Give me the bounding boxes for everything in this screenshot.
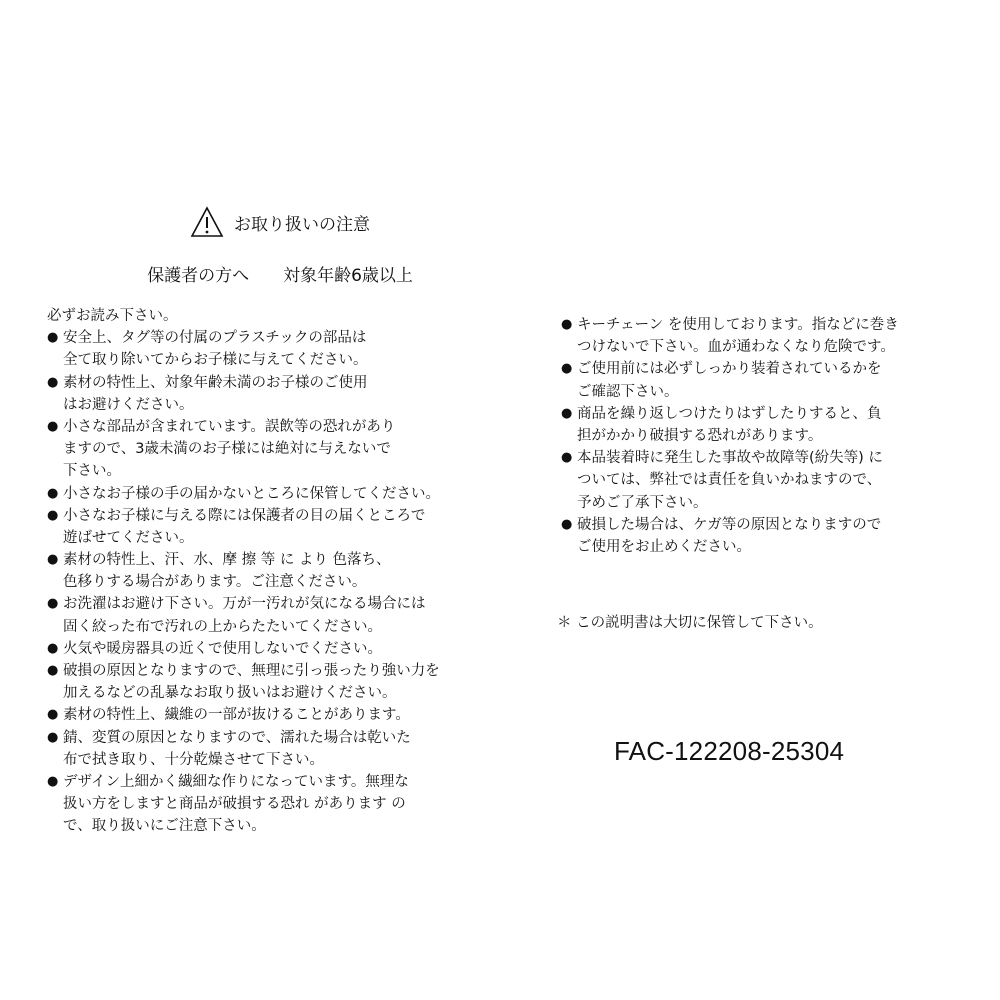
caution-line: 担がかかり破損する恐れがあります。 — [577, 427, 823, 444]
caution-item — [561, 514, 961, 558]
caution-item-text — [63, 416, 395, 483]
bullet-icon: ● — [47, 374, 59, 390]
bullet-icon: ● — [47, 773, 59, 789]
caution-item — [47, 771, 517, 838]
caution-line: 予めご了承下さい。 — [577, 494, 708, 511]
caution-item — [47, 727, 517, 771]
caution-item — [47, 327, 517, 371]
caution-item — [47, 638, 517, 660]
bullet-icon: ● — [47, 418, 59, 434]
caution-item — [47, 505, 517, 549]
caution-line: 小さなお子様に与える際には保護者の目の届くところで — [63, 507, 426, 524]
caution-item-text — [63, 727, 411, 771]
caution-item — [561, 447, 961, 514]
caution-item-text — [63, 704, 410, 726]
caution-line: 素材の特性上、汗、水、摩 擦 等 に より 色落ち、 — [63, 552, 391, 569]
caution-line: 固く絞った布で汚れの上からたたいてください。 — [63, 618, 382, 635]
caution-item-text — [577, 403, 882, 447]
bullet-icon: ● — [47, 729, 59, 745]
caution-line: 扱い方をしますと商品が破損する恐れ があります の — [63, 796, 406, 813]
warning-triangle-icon — [190, 206, 224, 238]
intro-text: 必ずお読み下さい。 — [47, 308, 178, 324]
caution-line: 火気や暖房器具の近くで使用しないでください。 — [63, 640, 382, 657]
caution-line: ますので、3歳未満のお子様には絶対に与えないで — [63, 441, 391, 458]
caution-line: 色移りする場合があります。ご注意ください。 — [63, 574, 367, 591]
bullet-icon: ● — [561, 450, 573, 466]
bullet-icon: ● — [47, 707, 59, 723]
caution-line: 小さな部品が含まれています。誤飲等の恐れがあり — [63, 418, 396, 435]
caution-line: お洗濯はお避け下さい。万が一汚れが気になる場合には — [63, 596, 426, 613]
right-column — [561, 314, 961, 558]
caution-line: 下さい。 — [63, 463, 121, 480]
footnote: ＊ この説明書は大切に保管して下さい。 — [557, 615, 823, 631]
bullet-icon: ● — [561, 516, 573, 532]
caution-item-text — [577, 514, 881, 558]
caution-line: 加えるなどの乱暴なお取り扱いはお避けください。 — [63, 685, 397, 702]
caution-item-text — [63, 327, 368, 371]
caution-item-text — [577, 447, 883, 514]
caution-line: 素材の特性上、繊維の一部が抜けることがあります。 — [63, 707, 410, 724]
bullet-icon: ● — [47, 507, 59, 523]
caution-line: 素材の特性上、対象年齢未満のお子様のご使用 — [63, 374, 368, 391]
caution-line: つけないで下さい。血が通わなくなり危険です。 — [577, 339, 895, 356]
caution-line: ご使用をお止めください。 — [577, 538, 751, 555]
caution-line: 商品を繰り返しつけたりはずしたりすると、負 — [577, 405, 882, 422]
caution-item — [47, 483, 517, 505]
caution-item — [47, 549, 517, 593]
caution-line: 本品装着時に発生した事故や故障等(紛失等) に — [577, 450, 883, 467]
caution-item-text — [63, 638, 382, 660]
caution-line: 小さなお子様の手の届かないところに保管してください。 — [63, 485, 440, 502]
page-subtitle: 保護者の方へ 対象年齢6歳以上 — [147, 266, 413, 286]
caution-item-text — [577, 358, 882, 402]
caution-item — [47, 416, 517, 483]
caution-line: ご確認下さい。 — [577, 383, 679, 400]
caution-line: 安全上、タグ等の付属のプラスチックの部品は — [63, 330, 367, 347]
caution-item — [561, 314, 961, 358]
product-code: FAC-122208-25304 — [614, 736, 845, 766]
title-row — [0, 206, 560, 238]
bullet-icon: ● — [47, 330, 59, 346]
caution-line: はお避けください。 — [63, 396, 194, 413]
caution-line: 破損した場合は、ケガ等の原因となりますので — [577, 516, 882, 533]
caution-item — [47, 704, 517, 726]
caution-item-text — [63, 372, 368, 416]
caution-line: で、取り扱いにご注意下さい。 — [63, 818, 266, 835]
caution-item-text — [577, 314, 899, 358]
caution-item-text — [63, 593, 426, 637]
caution-item-text — [63, 771, 409, 838]
bullet-icon: ● — [561, 405, 573, 421]
bullet-icon: ● — [47, 596, 59, 612]
caution-item-text — [63, 483, 440, 505]
caution-item — [47, 660, 517, 704]
bullet-icon: ● — [561, 361, 573, 377]
caution-line: ついては、弊社では責任を負いかねますので、 — [577, 472, 882, 489]
caution-item — [561, 358, 961, 402]
bullet-icon: ● — [561, 317, 573, 332]
page-title: お取り扱いの注意 — [234, 214, 370, 235]
bullet-icon: ● — [47, 640, 59, 656]
caution-item-text — [63, 660, 440, 704]
caution-line: 布で拭き取り、十分乾燥させて下さい。 — [63, 751, 324, 768]
caution-item — [561, 403, 961, 447]
caution-line: 錆、変質の原因となりますので、濡れた場合は乾いた — [63, 729, 411, 746]
caution-item — [47, 593, 517, 637]
bullet-icon: ● — [47, 663, 59, 679]
caution-line: デザイン上細かく繊細な作りになっています。無理な — [63, 773, 409, 790]
caution-line: 遊ばせてください。 — [63, 529, 194, 546]
caution-line: キーチェーン を使用しております。指などに巻き — [577, 317, 899, 333]
left-column — [47, 305, 517, 838]
caution-line: 全て取り除いてからお子様に与えてください。 — [63, 352, 368, 369]
bullet-icon: ● — [47, 552, 59, 568]
caution-line: 破損の原因となりますので、無理に引っ張ったり強い力を — [63, 663, 440, 680]
caution-item — [47, 372, 517, 416]
caution-item-text — [63, 549, 391, 593]
caution-item-text — [63, 505, 425, 549]
caution-line: ご使用前には必ずしっかり装着されているかを — [577, 361, 882, 378]
bullet-icon: ● — [47, 485, 59, 501]
